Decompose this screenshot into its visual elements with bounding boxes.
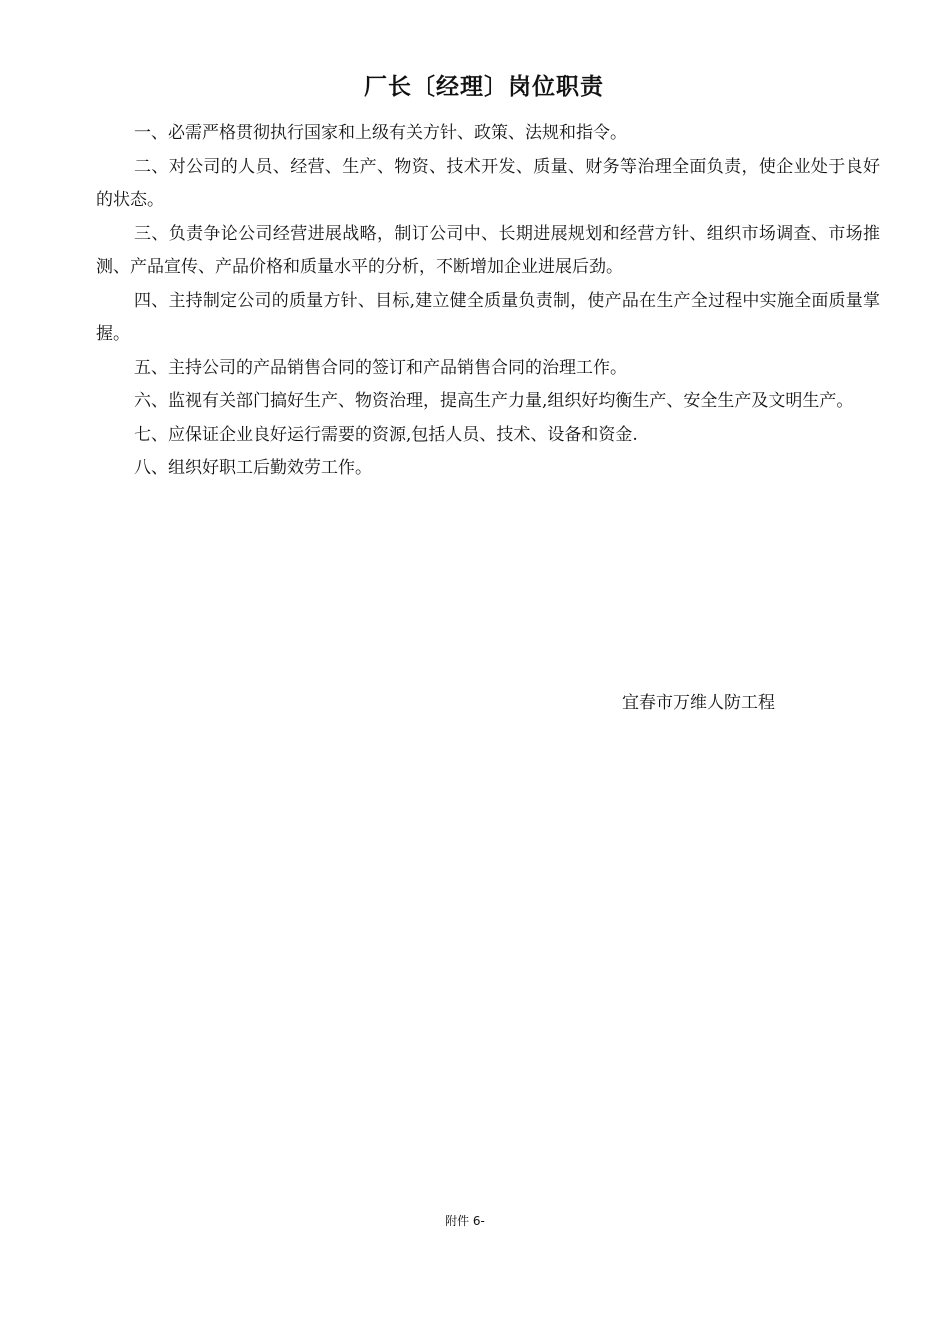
duty-paragraph-8: 八、组织好职工后勤效劳工作。 <box>134 458 372 478</box>
duty-paragraph-5: 五、主持公司的产品销售合同的签订和产品销售合同的治理工作。 <box>134 357 627 378</box>
duty-paragraph-1: 一、必需严格贯彻执行国家和上级有关方针、政策、法规和指令。 <box>134 123 627 143</box>
page-footer: 附件 6- <box>445 1214 485 1228</box>
duty-paragraph-7: 七、应保证企业良好运行需要的资源,包括人员、技术、设备和资金. <box>134 424 638 445</box>
company-signature: 宜春市万维人防工程 <box>622 693 775 713</box>
duty-paragraph-4: 四、主持制定公司的质量方针、目标,建立健全质量负责制，使产品在生产全过程中实施全面质量掌握。 <box>96 290 880 344</box>
duty-paragraph-2: 二、对公司的人员、经营、生产、物资、技术开发、质量、财务等治理全面负责，使企业处于良好的状态。 <box>96 156 880 210</box>
document-body <box>96 117 880 486</box>
document-title: 厂长〔经理〕岗位职责 <box>364 74 604 100</box>
duty-paragraph-3: 三、负责争论公司经营进展战略，制订公司中、长期进展规划和经营方针、组织市场调查、市场推测、产品宣传、产品价格和质量水平的分析，不断增加企业进展后劲。 <box>96 223 880 277</box>
duty-paragraph-6: 六、监视有关部门搞好生产、物资治理，提高生产力量,组织好均衡生产、安全生产及文明生产。 <box>134 391 854 411</box>
